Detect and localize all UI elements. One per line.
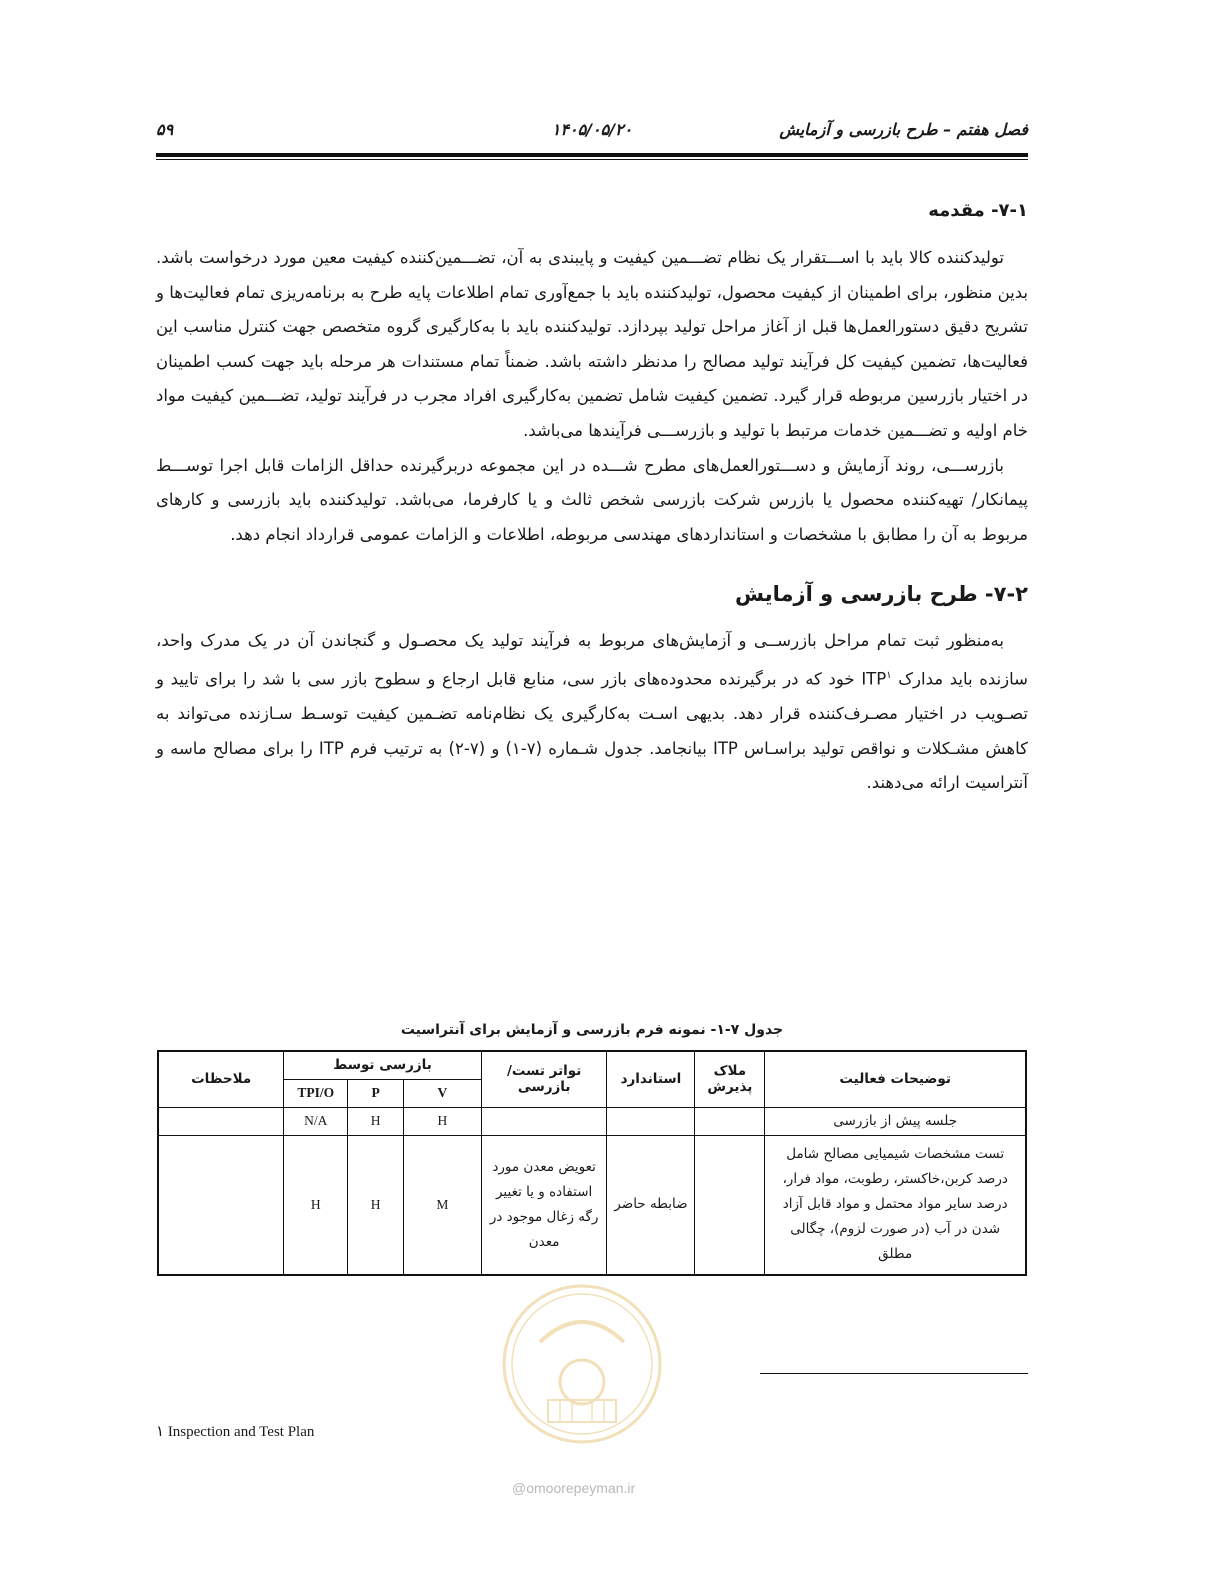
table-row — [158, 1107, 1026, 1135]
cell-activity: جلسه پیش از بازرسی — [765, 1107, 1026, 1135]
header-v: V — [404, 1079, 482, 1107]
header-remarks: ملاحظات — [158, 1051, 284, 1107]
cell-frequency: تعویض معدن مورد استفاده و یا تغییر رگه زغال موجود در معدن — [481, 1135, 607, 1275]
watermark-logo — [500, 1282, 664, 1446]
cell-standard — [607, 1107, 695, 1135]
cell-v: M — [404, 1135, 482, 1275]
footnote-reference: ۱ — [886, 669, 892, 681]
cell-remarks — [158, 1107, 284, 1135]
cell-frequency — [481, 1107, 607, 1135]
paragraph-itp — [156, 624, 1028, 800]
footnote-text: Inspection and Test Plan — [167, 1424, 315, 1440]
footnote-rule — [760, 1373, 1028, 1374]
chapter-title: فصل هفتم – طرح بازرسی و آزمایش — [779, 120, 1028, 139]
header-rule-thin — [156, 159, 1028, 160]
cell-v: H — [404, 1107, 482, 1135]
header-date: ۱۴۰۵/۰۵/۲۰ — [551, 120, 633, 139]
watermark-url: @omoorepeyman.ir — [512, 1480, 636, 1496]
header-activity: توضیحات فعالیت — [765, 1051, 1026, 1107]
cell-standard: ضابطه حاضر — [607, 1135, 695, 1275]
itp-table — [157, 1050, 1027, 1276]
section-title-introduction: ۷-۱- مقدمه — [928, 200, 1028, 221]
header-p: P — [348, 1079, 404, 1107]
page-number: ۵۹ — [156, 120, 174, 139]
cell-tpio: N/A — [284, 1107, 348, 1135]
header-acceptance: ملاک پذیرش — [695, 1051, 765, 1107]
footnote — [156, 1422, 314, 1441]
table-caption: جدول ۷-۱- نمونه فرم بازرسی و آزمایش برای آنتراسیت — [400, 1022, 784, 1038]
header-standard: استاندارد — [607, 1051, 695, 1107]
paragraph: بازرســـی، روند آزمایش و دســـتورالعمل‌های مطرح شـــده در این مجموعه دربرگیرنده حداقل الزامات قابل اجرا توســـط پیمانکار/ تهیه‌کننده محصول یا بازرس شرکت بازرسی شخص ثالث و یا کارفرما، می‌باشد. تولیدکننده باید بازرسی و کارهای مربوط به آن را مطابق با مشخصات و استانداردهای مهندسی مربوطه، اطلاعات و الزامات عمومی قرارداد انجام دهد. — [156, 455, 1028, 544]
cell-p: H — [348, 1135, 404, 1275]
header-frequency: تواتر تست/ بازرسی — [481, 1051, 607, 1107]
header-inspection-by: بازرسی توسط — [284, 1051, 481, 1079]
main-content — [156, 200, 1028, 801]
paragraph-text: خود که در برگیرنده محدوده‌های بازر سی، منابع قابل ارجاع و سطوح بازر سی با شد را برای تایید و تصـویب در اختیار مصـرف‌کننده قرار دهد. بدیهی اسـت به‌کارگیری یک نظام‌نامه تضـمین کیفیت توسـط سـازنده می‌تواند به کاهش مشـکلات و نواقص تولید براسـاس ITP بیانجامد. جدول شـماره (۷-۱) و (۷-۲) به ترتیب فرم ITP را برای مصالح ماسه و آنتراسیت ارائه می‌دهند. — [156, 669, 1028, 793]
cell-tpio: H — [284, 1135, 348, 1275]
cell-acceptance — [695, 1135, 765, 1275]
cell-activity: تست مشخصات شیمیایی مصالح شامل درصد کربن،خاکستر، رطوبت، مواد فرار، درصد سایر مواد محتمل و مواد قابل آزاد شدن در آب (در صورت لزوم)، چگالی مطلق — [765, 1135, 1026, 1275]
footnote-number: ۱ — [156, 1424, 165, 1440]
paragraph: تولیدکننده کالا باید با اســـتقرار یک نظام تضـــمین کیفیت و پایبندی به آن، تضـــمین‌کننده کیفیت معین مورد درخواست باشد. بدین منظور، برای اطمینان از کیفیت محصول، تولیدکننده باید با جمع‌آوری تمام اطلاعات پایه طرح به برنامه‌ریزی تمام فعالیت‌ها و تشریح دقیق دستورالعمل‌ها قبل از آغاز مراحل تولید بپردازد. تولیدکننده باید با به‌کارگیری گروه متخصص جهت کنترل مناسب این فعالیت‌ها، تضمین کیفیت کل فرآیند تولید مصالح را مدنظر داشته باشد. ضمناً تمام مستندات هر مرحله باید جهت کسب اطمینان در اختیار بازرسین مربوطه قرار گیرد. تضمین کیفیت شامل تضمین به‌کارگیری افراد مجرب در فرآیند تولید، تضـــمین کیفیت مواد خام اولیه و تضـــمین خدمات مرتبط با تولید و بازرســـی فرآیندها می‌باشد. — [156, 248, 1028, 440]
table-row — [158, 1135, 1026, 1275]
header-tpio: TPI/O — [284, 1079, 348, 1107]
cell-p: H — [348, 1107, 404, 1135]
paragraph-text: به‌منظور ثبت تمام مراحل بازرســی و آزمایش‌های مربوط به فرآیند تولید یک محصـول و گنجاندن آن در یک مدرک واحد، سازنده باید مدارک ITP — [156, 631, 1029, 689]
section-title-itp: ۷-۲- طرح بازرسی و آزمایش — [735, 582, 1028, 607]
page-header — [156, 116, 1028, 150]
cell-acceptance — [695, 1107, 765, 1135]
header-rule — [156, 153, 1028, 157]
cell-remarks — [158, 1135, 284, 1275]
